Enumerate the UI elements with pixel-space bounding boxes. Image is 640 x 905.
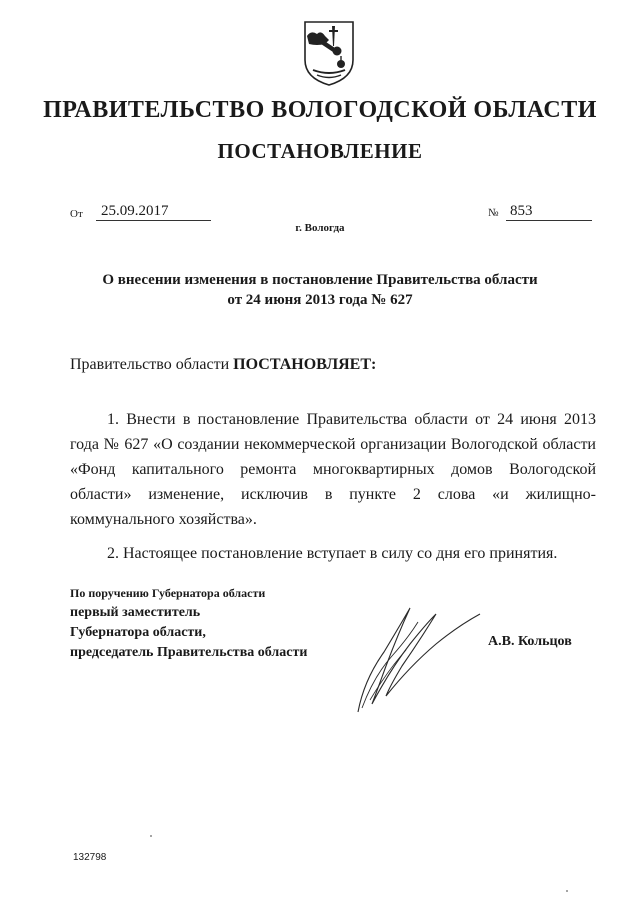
signatory-line-2: первый заместитель — [70, 605, 201, 620]
paragraph-2: 2. Настоящее постановление вступает в силу со дня его принятия. — [107, 545, 558, 562]
signatory-block — [70, 583, 307, 663]
signatory-line-4: председатель Правительства области — [70, 645, 308, 660]
document-date: 25.09.2017 — [96, 202, 211, 221]
preamble-emphasis: ПОСТАНОВЛЯЕТ: — [233, 356, 377, 373]
document-code: 132798 — [73, 852, 107, 863]
preamble — [70, 356, 376, 374]
preamble-text: Правительство области — [70, 356, 230, 373]
handwritten-signature-icon — [340, 600, 500, 720]
subject-line-1: О внесении изменения в постановление Правительства области — [102, 272, 538, 288]
document-type: ПОСТАНОВЛЕНИЕ — [217, 139, 423, 163]
scan-speck — [150, 835, 152, 837]
document-number: 853 — [506, 202, 592, 221]
scan-speck — [566, 890, 568, 892]
signer-name: А.В. Кольцов — [488, 634, 572, 649]
signatory-line-1: По поручению Губернатора области — [70, 586, 266, 600]
number-label: № — [488, 207, 499, 219]
city-label: г. Вологда — [295, 222, 345, 234]
coat-of-arms-icon — [299, 18, 359, 88]
government-title: ПРАВИТЕЛЬСТВО ВОЛОГОДСКОЙ ОБЛАСТИ — [43, 97, 597, 123]
signatory-line-3: Губернатора области, — [70, 625, 206, 640]
paragraph-1: 1. Внести в постановление Правительства области от 24 июня 2013 года № 627 «О создании некоммерческой организации Вологодской области «Фонд капитального ремонта многоквартирных домов Вологодской области» изменение, исключив в пункте 2 слова «и жилищно-коммунального хозяйства». — [70, 411, 596, 528]
date-label: От — [70, 208, 83, 220]
resolution-body — [70, 407, 596, 566]
subject-line-2: от 24 июня 2013 года № 627 — [227, 292, 413, 308]
document-subject — [0, 270, 640, 310]
